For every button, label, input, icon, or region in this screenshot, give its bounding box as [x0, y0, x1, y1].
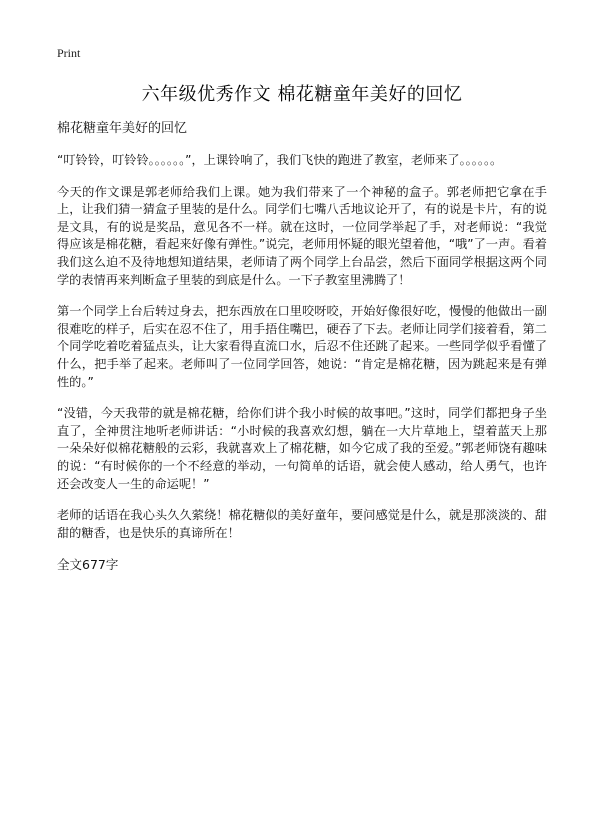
paragraph-conclusion: 老师的话语在我心头久久萦绕！棉花糖似的美好童年，要问感觉是什么，就是那淡淡的、甜甜的糖香，也是快乐的真谛所在！ [57, 508, 547, 540]
paragraph-bell: “叮铃铃，叮铃铃。。。。。。”，上课铃响了，我们飞快的跑进了教室，老师来了。。。。。。 [57, 153, 503, 167]
article-subtitle: 棉花糖童年美好的回忆 [57, 121, 188, 136]
article-body [57, 120, 547, 574]
paragraph-teacher-story: “没错，今天我带的就是棉花糖，给你们讲个我小时候的故事吧。”这时，同学们都把身子坐直了，全神贯注地听老师讲话：“小时候的我喜欢幻想，躺在一大片草地上，望着蓝天上那一朵朵好似棉花糖般的云彩，我就喜欢上了棉花糖，如今它成了我的至爱。”郭老师饶有趣味的说：“有时候你的一个不经意的举动，一句简单的话语，就会使人感动，给人勇气，也许还会改变人一生的命运呢！” [57, 406, 547, 491]
paragraph-mystery-box: 今天的作文课是郭老师给我们上课。她为我们带来了一个神秘的盒子。郭老师把它拿在手上，让我们猜一猜盒子里装的是什么。同学们七嘴八舌地议论开了，有的说是卡片，有的说是文具，有的说是奖品，意见各不一样。就在这时，一位同学举起了手，对老师说：“我觉得应该是棉花糖，看起来好像有弹性。”说完，老师用怀疑的眼光望着他，“哦”了一声。看着我们这么迫不及待地想知道结果，老师请了两个同学上台品尝，然后下面同学根据这两个同学的表情再来判断盒子里装的到底是什么。一下子教室里沸腾了！ [57, 184, 547, 287]
print-link[interactable]: Print [57, 46, 81, 60]
word-count: 全文677字 [57, 557, 119, 573]
article-title: 六年级优秀作文 棉花糖童年美好的回忆 [141, 84, 463, 105]
paragraph-tasting: 第一个同学上台后转过身去，把东西放在口里咬呀咬，开始好像很好吃，慢慢的他做出一副很难吃的样子，后实在忍不住了，用手捂住嘴巴，硬吞了下去。老师让同学们接着看，第二个同学吃着吃着猛点头，让大家看得直流口水，后忍不住还跳了起来。一些同学似乎看懂了什么，把手举了起来。老师叫了一位同学回答，她说：“肯定是棉花糖，因为跳起来是有弹性的。” [57, 304, 547, 389]
